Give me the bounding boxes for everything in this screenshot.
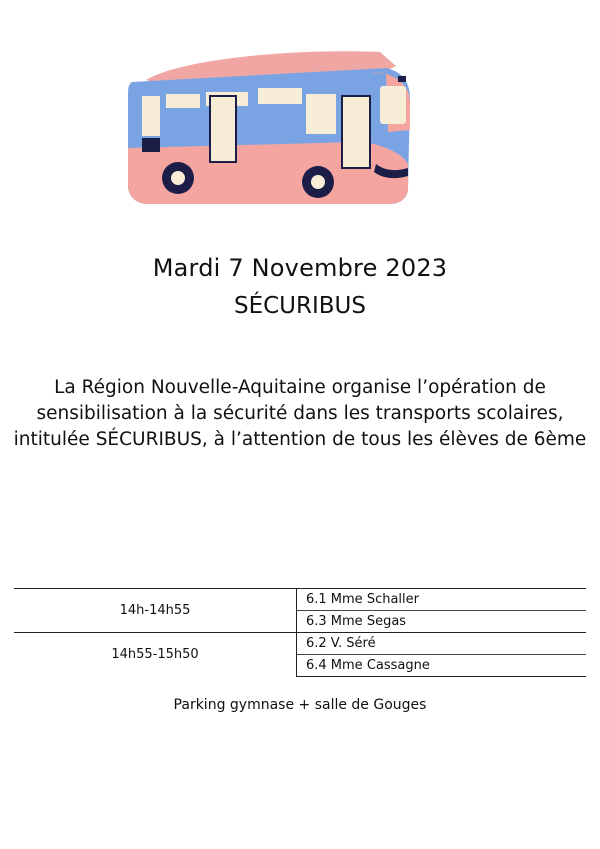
class-name: 6.1 Mme Schaller bbox=[297, 589, 587, 611]
time-slot: 14h55-15h50 bbox=[14, 633, 297, 677]
bus-door bbox=[210, 96, 236, 162]
bus-window bbox=[306, 94, 336, 134]
schedule-table bbox=[14, 588, 586, 677]
table-row bbox=[14, 589, 586, 611]
class-name: 6.3 Mme Segas bbox=[297, 611, 587, 633]
bus-wheel bbox=[302, 166, 334, 198]
bus-wheel bbox=[162, 162, 194, 194]
bus-window bbox=[380, 86, 406, 124]
event-date: Mardi 7 Novembre 2023 bbox=[152, 254, 448, 282]
location-note: Parking gymnase + salle de Gouges bbox=[173, 697, 427, 713]
event-description: La Région Nouvelle-Aquitaine organise l’opération de sensibilisation à la sécurité dans les transports scolaires, intitulée SÉCURIBUS, à l’attention de tous les élèves de 6ème bbox=[13, 377, 587, 450]
bus-door bbox=[342, 96, 370, 168]
event-name: SÉCURIBUS bbox=[233, 293, 366, 319]
bus-window bbox=[142, 96, 160, 136]
bus-icon bbox=[118, 38, 418, 218]
time-slot: 14h-14h55 bbox=[14, 589, 297, 633]
table-row bbox=[14, 633, 586, 655]
bus-window bbox=[258, 88, 302, 104]
title-block bbox=[0, 250, 600, 324]
class-name: 6.4 Mme Cassagne bbox=[297, 655, 587, 677]
bus-window bbox=[166, 94, 200, 108]
class-name: 6.2 V. Séré bbox=[297, 633, 587, 655]
